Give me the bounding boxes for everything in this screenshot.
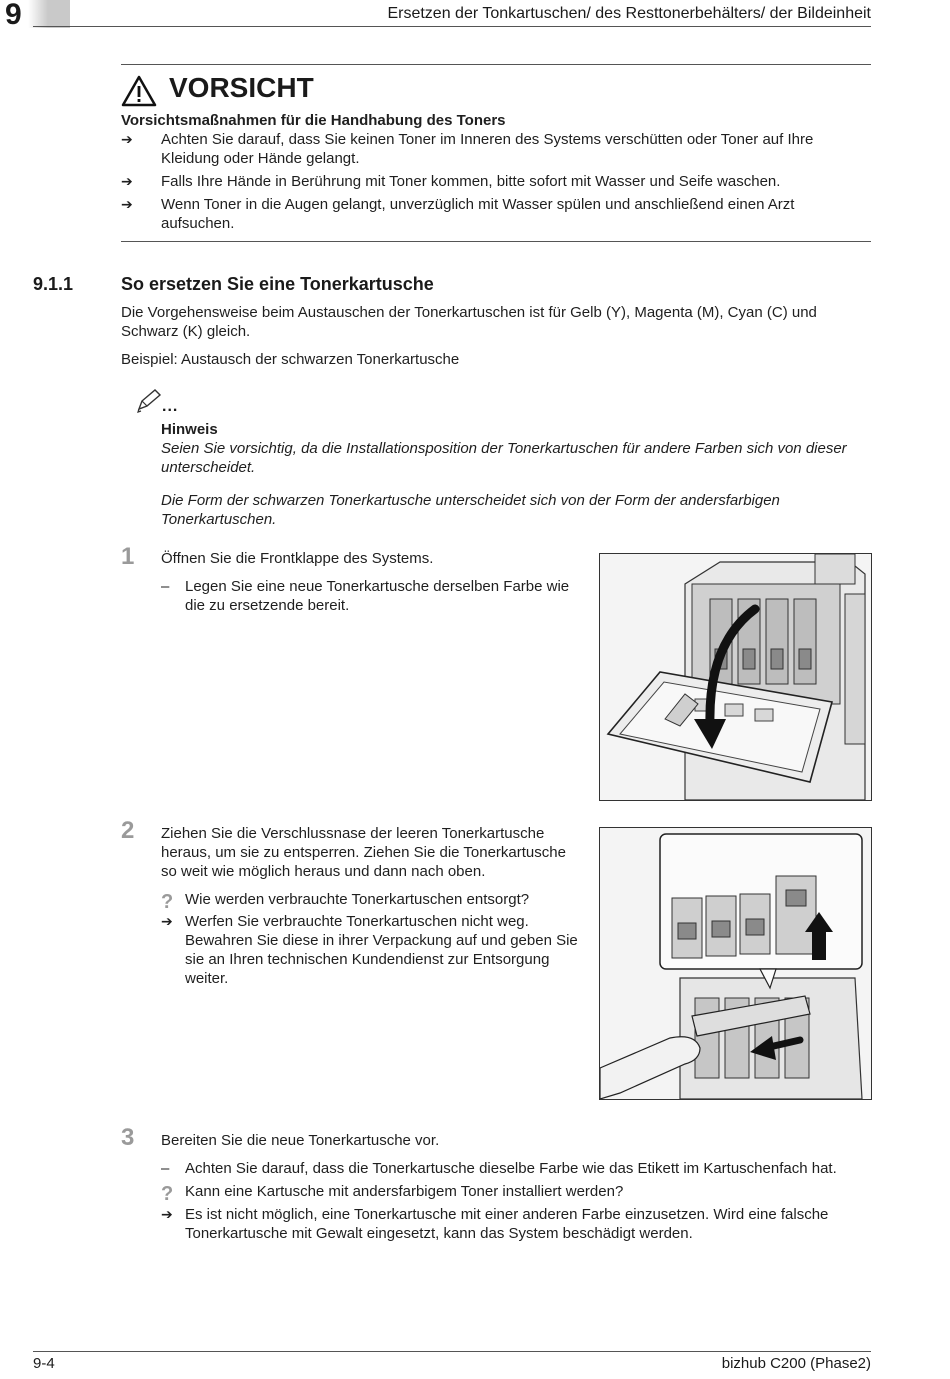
caution-item-1-line2: Kleidung oder Hände gelangt. [161,150,360,167]
question-icon: ? [161,891,174,913]
figure-remove-cartridge [599,827,872,1100]
caution-title: VORSICHT [169,72,314,103]
note-p1-line2: unterscheidet. [161,459,256,476]
question-icon: ? [161,1183,174,1205]
footer-rule [33,1351,871,1352]
figure-open-front-door [599,553,872,801]
step-1-sub-line1: Legen Sie eine neue Tonerkartusche derselben Farbe wie [185,578,570,595]
dash-icon: – [161,1160,170,1177]
step-2-question: Wie werden verbrauchte Tonerkartuschen entsorgt? [185,891,530,908]
caution-bottom-rule [121,241,871,242]
page-number: 9-4 [33,1355,55,1372]
caution-item-3-line1: Wenn Toner in die Augen gelangt, unverzüglich mit Wasser spülen und anschließend einen Arzt [161,196,795,213]
step-2-line2: heraus, um sie zu entsperren. Ziehen Sie die Tonerkartusche [161,844,566,861]
section-example: Beispiel: Austausch der schwarzen Tonerkartusche [121,351,460,368]
section-intro-line2: Schwarz (K) gleich. [121,323,251,340]
header-title: Ersetzen der Tonkartuschen/ des Resttonerbehälters/ der Bildeinheit [387,5,871,22]
step-1-number: 1 [121,543,135,570]
section-number: 9.1.1 [33,274,74,294]
step-2-answer-line4: weiter. [185,970,229,987]
note-p1-line1: Seien Sie vorsichtig, da die Installationsposition der Tonerkartuschen für andere Farben sich von dieser [161,440,847,457]
step-3-question: Kann eine Kartusche mit andersfarbigem Toner installiert werden? [185,1183,624,1200]
chapter-number: 9 [5,0,22,31]
arrow-icon: ➔ [121,131,133,147]
dash-icon: – [161,578,170,595]
arrow-icon: ➔ [121,196,133,212]
warning-triangle-icon [121,75,157,107]
step-2-line3: so weit wie möglich heraus und dann nach oben. [161,863,486,880]
arrow-icon: ➔ [161,1206,173,1222]
header-rule [33,26,871,27]
step-3-text: Bereiten Sie die neue Tonerkartusche vor. [161,1132,440,1149]
arrow-icon: ➔ [121,173,133,189]
step-2-answer-line2: Bewahren Sie diese in ihrer Verpackung auf und geben Sie [185,932,578,949]
step-2-answer-line3: sie an Ihren technischen Kundendienst zur Entsorgung [185,951,550,968]
step-2-line1: Ziehen Sie die Verschlussnase der leeren Tonerkartusche [161,825,545,842]
step-3-answer-line2: Tonerkartusche mit Gewalt eingesetzt, kann das System beschädigt werden. [185,1225,693,1242]
caution-subtitle: Vorsichtsmaßnahmen für die Handhabung des Toners [121,112,506,129]
product-name: bizhub C200 (Phase2) [721,1355,871,1372]
step-3-sub: Achten Sie darauf, dass die Tonerkartusche dieselbe Farbe wie das Etikett im Kartuschenfach hat. [185,1160,837,1177]
note-dots: ... [162,398,179,415]
note-title: Hinweis [161,421,218,438]
caution-top-rule [121,64,871,65]
step-3-number: 3 [121,1124,135,1151]
step-2-answer-line1: Werfen Sie verbrauchte Tonerkartuschen nicht weg. [185,913,529,930]
caution-item-2: Falls Ihre Hände in Berührung mit Toner kommen, bitte sofort mit Wasser und Seife waschen. [161,173,781,190]
caution-item-1-line1: Achten Sie darauf, dass Sie keinen Toner im Inneren des Systems verschütten oder Toner auf Ihre [161,131,814,148]
section-title: So ersetzen Sie eine Tonerkartusche [121,274,434,294]
section-intro-line1: Die Vorgehensweise beim Austauschen der Tonerkartuschen ist für Gelb (Y), Magenta (M), Cyan (C) und [121,304,817,321]
pencil-note-icon [136,389,162,413]
step-2-number: 2 [121,817,135,844]
note-p2-line1: Die Form der schwarzen Tonerkartusche unterscheidet sich von der Form der andersfarbigen [161,492,780,509]
step-1-text: Öffnen Sie die Frontklappe des Systems. [161,550,434,567]
note-p2-line2: Tonerkartuschen. [161,511,277,528]
arrow-icon: ➔ [161,913,173,929]
caution-item-3-line2: aufsuchen. [161,215,235,232]
step-1-sub-line2: die zu ersetzende bereit. [185,597,350,614]
step-3-answer-line1: Es ist nicht möglich, eine Tonerkartusche mit einer anderen Farbe einzusetzen. Wird eine falsche [185,1206,829,1223]
